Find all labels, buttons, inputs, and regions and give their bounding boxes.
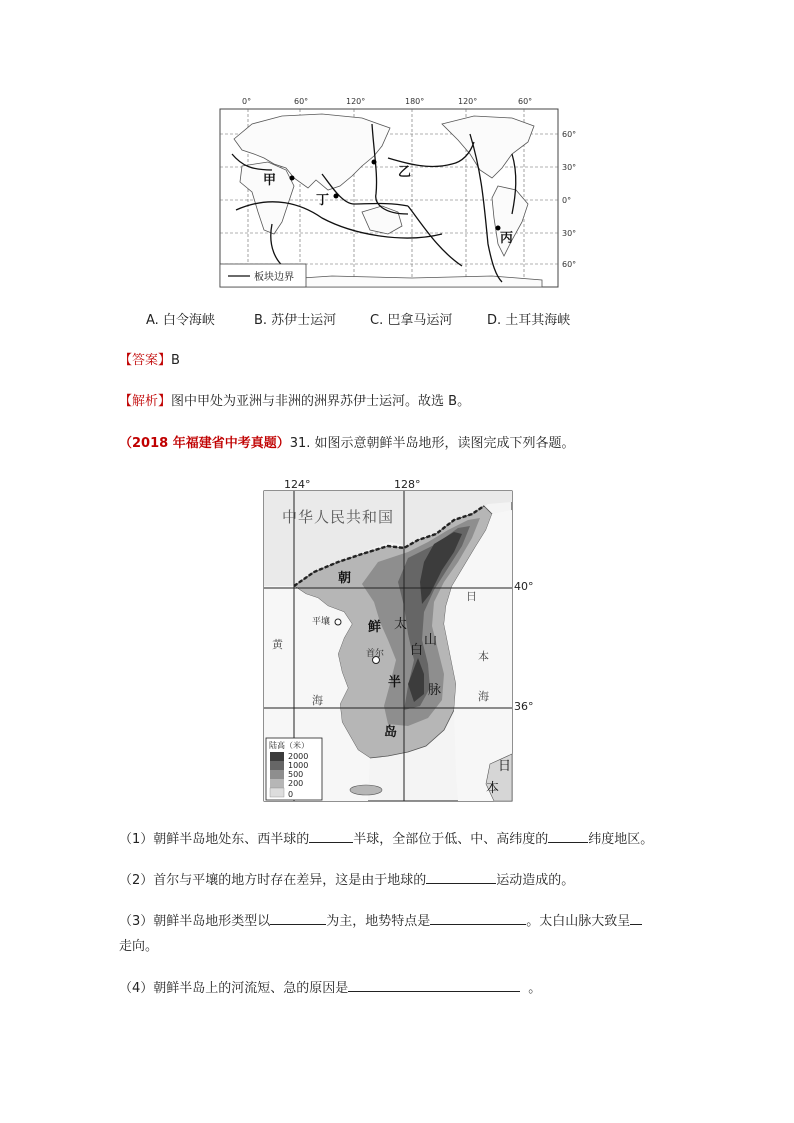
lon-label-124: 124° — [284, 478, 311, 491]
map1-tick-top: 180° — [405, 97, 425, 106]
map1-tick-top: 120° — [346, 97, 366, 106]
legend-level: 0 — [288, 790, 294, 799]
lat-label-40: 40° — [514, 580, 534, 593]
q1-part3: 纬度地区。 — [588, 832, 654, 847]
mountain-char: 太 — [394, 617, 408, 632]
q2-part1: （2）首尔与平壤的地方时存在差异，这是由于地球的 — [119, 873, 427, 888]
sea-of-japan-char: 海 — [478, 690, 489, 703]
q1-blank-2[interactable] — [548, 830, 588, 843]
label-bing: 丙 — [500, 231, 514, 246]
map1-tick-right: 60° — [562, 260, 577, 269]
city-seoul: 首尔 — [366, 649, 385, 659]
question-text: 31. 如图示意朝鲜半岛地形，读图完成下列各题。 — [289, 436, 575, 451]
mountain-char: 山 — [424, 633, 438, 648]
map1-tick-top: 0° — [242, 97, 252, 106]
answer-value: B — [171, 353, 180, 368]
q2-blank-1[interactable] — [426, 871, 496, 884]
legend-level: 1000 — [288, 761, 309, 770]
q4-part2: 。 — [528, 981, 542, 996]
marker-ding — [334, 194, 339, 199]
answer-line — [119, 352, 180, 370]
city-pyongyang: 平壤 — [312, 617, 331, 627]
label-jia: 甲 — [263, 173, 277, 188]
analysis-text: 图中甲处为亚洲与非洲的洲界苏伊士运河。故选 B。 — [171, 394, 471, 409]
yellow-sea-char: 海 — [312, 694, 323, 707]
analysis-line — [119, 393, 470, 411]
japan-char: 本 — [486, 781, 500, 796]
elevation-legend — [266, 738, 322, 800]
sea-of-japan-char: 日 — [466, 590, 477, 603]
map1-tick-right: 30° — [562, 163, 577, 172]
marker-jia — [290, 176, 295, 181]
question-31 — [119, 435, 575, 453]
q3-part3: 。太白山脉大致呈 — [526, 914, 631, 929]
city-pyongyang-dot — [335, 619, 341, 625]
label-ding: 丁 — [316, 193, 330, 208]
q3-part2: 为主，地势特点是 — [326, 914, 431, 929]
legend-title: 陆高（米） — [269, 741, 309, 750]
sub-question-2 — [119, 871, 574, 890]
korean-peninsula-map — [258, 474, 542, 806]
sub-question-3 — [119, 912, 642, 931]
option-b: B. 苏伊士运河 — [254, 313, 337, 328]
sub-question-4 — [119, 979, 541, 998]
option-d: D. 土耳其海峡 — [487, 313, 571, 328]
lon-label-128: 128° — [394, 478, 421, 491]
marker-bing — [496, 226, 501, 231]
peninsula-char: 朝 — [338, 571, 352, 586]
mountain-char: 白 — [410, 643, 424, 658]
peninsula-char: 半 — [388, 675, 402, 690]
marker-yi — [372, 160, 377, 165]
map1-tick-top: 60° — [294, 97, 309, 106]
map1-tick-top: 120° — [458, 97, 478, 106]
map1-tick-right: 0° — [562, 196, 572, 205]
q1-blank-1[interactable] — [309, 830, 353, 843]
option-c: C. 巴拿马运河 — [370, 313, 453, 328]
legend-level: 500 — [288, 770, 304, 779]
peninsula-char: 鲜 — [368, 620, 382, 635]
answer-tag: 【答案】 — [119, 353, 172, 368]
q1-part2: 半球，全部位于低、中、高纬度的 — [353, 832, 549, 847]
q3-part4: 走向。 — [119, 939, 159, 954]
q3-part1: （3）朝鲜半岛地形类型以 — [119, 914, 271, 929]
yellow-sea-char: 黄 — [272, 638, 283, 651]
analysis-tag: 【解析】 — [119, 394, 172, 409]
legend-level: 2000 — [288, 752, 309, 761]
q1-part1: （1）朝鲜半岛地处东、西半球的 — [119, 832, 310, 847]
q4-blank-1[interactable] — [348, 979, 520, 992]
legend-level: 200 — [288, 779, 304, 788]
map1-tick-right: 60° — [562, 130, 577, 139]
option-a: A. 白令海峡 — [146, 313, 215, 328]
mountain-char: 脉 — [428, 683, 442, 698]
plate-boundary-map — [212, 94, 584, 294]
japan-char: 日 — [498, 759, 512, 774]
sea-of-japan-char: 本 — [478, 650, 489, 663]
map1-tick-right: 30° — [562, 229, 577, 238]
q3-blank-2[interactable] — [430, 912, 526, 925]
label-yi: 乙 — [398, 165, 412, 180]
peninsula-char: 岛 — [384, 725, 398, 740]
q4-part1: （4）朝鲜半岛上的河流短、急的原因是 — [119, 981, 349, 996]
lat-label-36: 36° — [514, 700, 534, 713]
sub-question-3-cont — [119, 938, 158, 956]
question-source: （2018 年福建省中考真题） — [119, 436, 290, 451]
country-label: 中华人民共和国 — [282, 508, 395, 526]
q2-part2: 运动造成的。 — [496, 873, 575, 888]
map1-legend-label: 板块边界 — [254, 272, 294, 283]
q3-blank-3[interactable] — [630, 912, 642, 925]
sub-question-1 — [119, 830, 653, 849]
q3-blank-1[interactable] — [270, 912, 326, 925]
map1-tick-top: 60° — [518, 97, 533, 106]
